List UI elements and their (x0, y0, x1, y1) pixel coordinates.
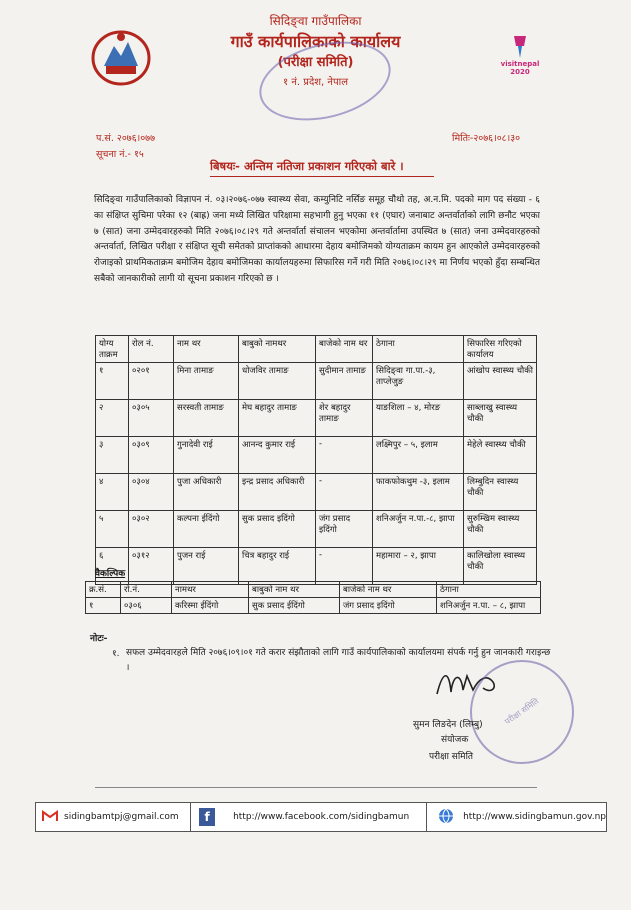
alt-cell-father: सुक प्रसाद ईदिंगो (249, 598, 340, 614)
col-rank: योग्य ताक्रम (96, 336, 129, 363)
alt-col-name: नामथर (172, 582, 249, 598)
alt-cell-address: शनिअर्जुन न.पा. – ८, झापा (437, 598, 541, 614)
col-grandfather: बाजेको नाम थर (316, 336, 373, 363)
col-father: बाबुको नामथर (239, 336, 316, 363)
cell-rank: ४ (96, 474, 129, 511)
cell-father: मेघ बहादुर तामाङ (239, 400, 316, 437)
cell-office: सुरुम्खिम स्वास्थ्य चौकी (464, 511, 537, 548)
cell-roll: ०२०१ (129, 363, 174, 400)
note-title: नोटः- (90, 634, 108, 644)
cell-rank: १ (96, 363, 129, 400)
cell-office: कालिखोला स्वास्थ्य चौकी (464, 548, 537, 585)
subject-underline (210, 176, 434, 177)
table-row (96, 437, 537, 474)
col-roll: रोल नं. (129, 336, 174, 363)
cell-address: याङशिला – ४, मोरङ (373, 400, 464, 437)
alt-cell-roll: ०३०६ (121, 598, 172, 614)
facebook-icon: f (199, 808, 215, 826)
cell-roll: ०३०९ (129, 437, 174, 474)
visit-nepal-logo (490, 32, 550, 78)
cell-rank: ५ (96, 511, 129, 548)
cell-name: पुजा अधिकारी (174, 474, 239, 511)
cell-rank: ३ (96, 437, 129, 474)
cell-address: सिदिङ्वा गा.पा.-३, ताप्लेजुङ (373, 363, 464, 400)
cell-name: गुनादेवी राई (174, 437, 239, 474)
cell-roll: ०३०५ (129, 400, 174, 437)
cell-office: आंखोप स्वास्थ्य चौकी (464, 363, 537, 400)
col-office: सिफारिस गरिएको कार्यालय (464, 336, 537, 363)
notice-number: सूचना नं.- १५ (96, 149, 144, 160)
cell-grandfather: जंग प्रसाद इदिंगो (316, 511, 373, 548)
cell-roll: ०३०४ (129, 474, 174, 511)
cell-name: पुजन राई (174, 548, 239, 585)
gmail-icon (42, 810, 60, 825)
cell-rank: २ (96, 400, 129, 437)
table-row (96, 548, 537, 585)
alternate-table-header (86, 582, 541, 598)
province-text: १ नं. प्रदेश, नेपाल (282, 77, 349, 88)
alt-col-father: बाबुको नाम थर (249, 582, 340, 598)
cell-roll: ०३१२ (129, 548, 174, 585)
cell-rank: ६ (96, 548, 129, 585)
alternate-title: वैकल्पिक (95, 569, 126, 579)
globe-icon (437, 807, 455, 828)
table-row (96, 363, 537, 400)
alt-cell-name: करिस्मा ईदिंगो (172, 598, 249, 614)
table-row (96, 400, 537, 437)
col-address: ठेगाना (373, 336, 464, 363)
footer-website-link[interactable]: http://www.sidingbamun.gov.np (463, 812, 606, 822)
cell-father: सुक प्रसाद इदिंगो (239, 511, 316, 548)
alt-col-roll: रो.नं. (121, 582, 172, 598)
footer-email[interactable]: sidingbamtpj@gmail.com (64, 812, 179, 822)
cell-father: इन्द्र प्रसाद अधिकारी (239, 474, 316, 511)
notice-date: मितिः-२०७६।०८।३० (452, 133, 521, 144)
cell-roll: ०३०२ (129, 511, 174, 548)
alt-cell-sn: १ (86, 598, 121, 614)
note-number: १. (112, 649, 120, 659)
results-table-header (96, 336, 537, 363)
alternate-table (85, 581, 541, 614)
cell-office: साब्लाखु स्वास्थ्य चौकी (464, 400, 537, 437)
cell-address: महामारा – २, झापा (373, 548, 464, 585)
reference-number: प.सं. २०७६।०७७ (96, 133, 156, 144)
cell-father: चित्र बहादुर राई (239, 548, 316, 585)
visit-nepal-text: visitnepal 2020 (500, 60, 540, 76)
note-text: सफल उम्मेदवारहले मिति २०७६।०९।०१ गते करार संझौताको लागि गाउँ कार्यपालिकाको कार्यालयमा संपर्क गर्नु हुन जानकारी गराइन्छ । (126, 648, 551, 673)
cell-grandfather: - (316, 474, 373, 511)
table-row (96, 511, 537, 548)
municipality-name: सिदिङ्वा गाउँपालिका (269, 14, 362, 28)
cell-grandfather: सुदीमान तामाङ (316, 363, 373, 400)
cell-address: फाकफोकथुम -३, इलाम (373, 474, 464, 511)
cell-office: लिम्बुदिन स्वास्थ्य चौकी (464, 474, 537, 511)
cell-office: मेहेले स्वास्थ्य चौकी (464, 437, 537, 474)
results-table (95, 335, 537, 585)
committee-name: (परीक्षा समिति) (277, 55, 354, 70)
alt-col-address: ठेगाना (437, 582, 541, 598)
stamp-text: परीक्षा समिति (503, 696, 541, 727)
footer-facebook-link[interactable]: http://www.facebook.com/sidingbamun (233, 812, 410, 822)
footer-divider (95, 787, 537, 788)
alt-col-sn: क्र.सं. (86, 582, 121, 598)
signatory-name: सुमन लिङदेन (लिम्बु) (413, 720, 483, 730)
cell-name: मिना तामाङ (174, 363, 239, 400)
notice-body: सिदिङ्वा गाउँपालिकाको विज्ञापन नं. ०३।२०७६-०७७ स्वास्थ्य सेवा, कम्युनिटि नर्सिङ समूह चौथो तह, अ.न.मि. पदको माग पद संख्या - ६ का संक्षिप्त सुचिमा परेका १२ (बाह्र) जना मध्ये लिखित परिक्षामा सहभागी हुनु भएका ११ (एघार) जनाबाट अन्तर्वार्ताको लागि छनौट भएका ७ (सात) जना उम्मेदवारहरुको मिति २०७६।०८।२९ गते अन्तर्वार्ता संचालन भएकोमा अन्तर्वार्तामा उपस्थित ७ (सात) जना उम्मेदवारहरुको अन्तर्वार्ता, लिखित परीक्षा र संक्षिप्त सूची समेतको प्राप्तांकको आधारमा देहाय बमोजिमको योग्यताक्रम कायम हुन आएकोले उम्मेदवारहरुको रोजाइको प्राथमिकताक्रम बमोजिम देहाय बमोजिमका कार्यालयहरुमा सिफारिस गर्ने गरी मिति २०७६।०८।२९ मा निर्णय भएको हुँदा सम्बन्धित सबैको जानकारीको लागी यो सूचना प्रकाशन गरिएको छ । (94, 195, 540, 284)
signatory-committee: परीक्षा समिति (429, 752, 474, 762)
alt-col-grandfather: बाजेको नाम थर (340, 582, 437, 598)
cell-father: धोजविर तामाङ (239, 363, 316, 400)
cell-grandfather: - (316, 437, 373, 474)
cell-address: लक्ष्मिपुर – ५, इलाम (373, 437, 464, 474)
cell-name: कल्पना ईदिंगो (174, 511, 239, 548)
cell-father: आनन्द कुमार राई (239, 437, 316, 474)
table-row (86, 598, 541, 614)
footer-bar (35, 802, 607, 832)
cell-name: सरस्वती तामाङ (174, 400, 239, 437)
col-name: नाम थर (174, 336, 239, 363)
cell-grandfather: शेर बहादुर तामाङ (316, 400, 373, 437)
signatory-role: संयोजक (441, 735, 469, 745)
cell-address: शनिअर्जुन न.पा.-८, झापा (373, 511, 464, 548)
alt-cell-grandfather: जंग प्रसाद इदिंगो (340, 598, 437, 614)
office-name: गाउँ कार्यपालिकाको कार्यालय (230, 32, 401, 51)
subject-line: बिषयः- अन्तिम नतिजा प्रकाशन गरिएको बारे । (210, 159, 404, 173)
cell-grandfather: - (316, 548, 373, 585)
table-row (96, 474, 537, 511)
